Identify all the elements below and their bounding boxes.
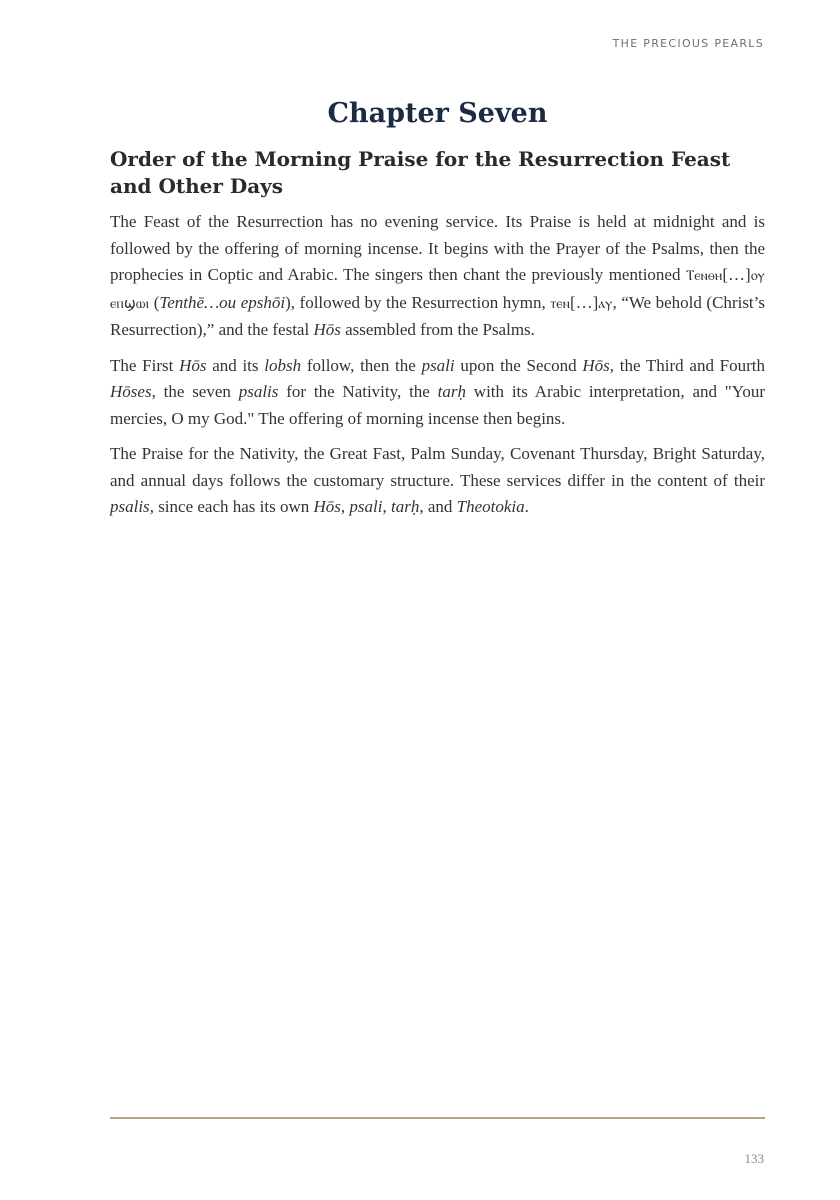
italic-term: Hōs — [179, 355, 207, 375]
italic-term: psali — [349, 497, 383, 516]
text-run: . — [524, 497, 529, 516]
text-run: ( — [149, 292, 160, 312]
text-run: assembled from the Psalms. — [340, 320, 535, 339]
section-heading — [110, 146, 765, 200]
coptic-text: ⲟⲩ ⲉⲡϣⲱⲓ — [110, 268, 765, 312]
text-run: , — [382, 497, 391, 516]
text-run: , since each has its own — [149, 497, 314, 516]
footer-rule — [110, 1117, 765, 1119]
text-run: The Praise for the Nativity, the Great Fast, Palm Sunday, Covenant Thursday, Bright Saturday, and annual days follows the customary structure. These services differ in the content of their — [110, 444, 765, 490]
text-run: The Feast of the Resurrection has no evening service. Its Praise is held at midnight and is followed by the offering of morning incense. It begins with the Prayer of the Psalms, then the prophecies in Coptic and Arabic. The singers then chant the previously mentioned — [110, 212, 765, 284]
italic-term: psali — [421, 355, 455, 375]
italic-term: Hōs — [582, 355, 610, 375]
paragraph-2 — [110, 353, 765, 433]
paragraph-3 — [110, 441, 765, 521]
page-number: 133 — [744, 1151, 764, 1166]
italic-term: tarḥ — [390, 497, 420, 516]
text-run: , and — [419, 497, 457, 516]
page-content — [110, 92, 765, 521]
italic-term: lobsh — [264, 355, 302, 375]
section-heading-line2: and Other Days — [110, 174, 284, 198]
italic-term: Hōs — [313, 497, 341, 516]
italic-term: tarḥ — [437, 382, 466, 401]
section-heading-line1: Order of the Morning Praise for the Resurrection Feast — [110, 147, 731, 171]
coptic-text: ⲁⲩ — [598, 295, 613, 312]
italic-term: psalis — [110, 497, 150, 516]
text-run: The First — [110, 355, 180, 375]
running-header: THE PRECIOUS PEARLS — [612, 37, 764, 50]
italic-term: Theotokia — [456, 497, 525, 516]
text-run: upon the Second — [454, 355, 583, 375]
coptic-text: ⲧⲉⲛ — [550, 295, 571, 312]
text-run: , “We behold (Christ’s Resurrection),” and the festal — [110, 292, 765, 339]
paragraph-1 — [110, 209, 765, 344]
text-run: for the Nativity, the — [278, 382, 438, 401]
italic-term: Hōs — [313, 320, 341, 339]
text-run: ), followed by the Resurrection hymn, — [285, 292, 551, 312]
chapter-title: Chapter Seven — [327, 98, 548, 129]
transliteration: Tenthē…ou epshōi — [159, 292, 286, 312]
coptic-text: Ⲧⲉⲛⲑⲏ — [685, 268, 723, 284]
italic-term: psalis — [238, 382, 279, 401]
text-run: […] — [722, 265, 751, 284]
text-run: , the Third and Fourth — [609, 355, 766, 375]
italic-term: Hōses — [110, 382, 152, 401]
text-run: […] — [570, 292, 599, 312]
text-run: and its — [206, 355, 265, 375]
text-run: with its Arabic interpretation, and "Your mercies, O my God." The offering of morning incense then begins. — [110, 382, 765, 428]
text-run: , — [340, 497, 350, 516]
text-run: follow, then the — [301, 355, 422, 375]
text-run: , the seven — [151, 382, 239, 401]
